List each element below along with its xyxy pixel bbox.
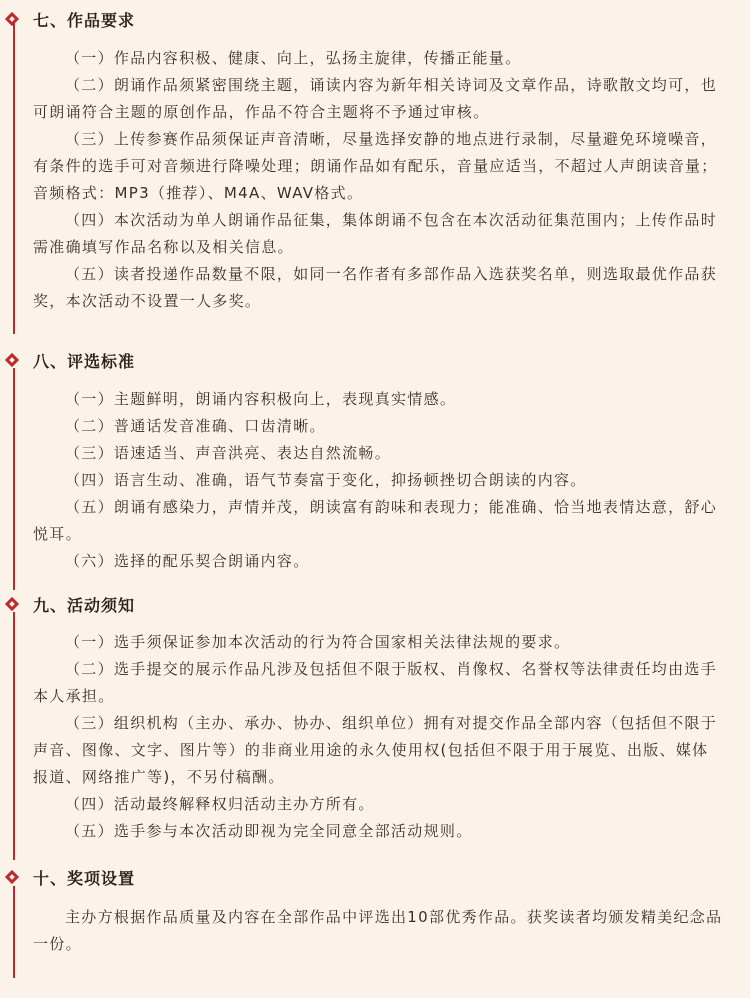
paragraph: （一）作品内容积极、健康、向上，弘扬主旋律，传播正能量。 xyxy=(65,49,522,67)
paragraph: （四）语言生动、准确，语气节奏富于变化，抑扬顿挫切合朗读的内容。 xyxy=(65,471,587,489)
paragraph: （四）活动最终解释权归活动主办方所有。 xyxy=(65,795,375,813)
paragraph: （五）读者投递作品数量不限，如同一名作者有多部作品入选获奖名单，则选取最优作品获奖，本次活动不设置一人多奖。 xyxy=(33,265,718,310)
section-rail xyxy=(13,368,15,590)
paragraph: （二）朗诵作品须紧密围绕主题，诵读内容为新年相关诗词及文章作品，诗歌散文均可，也可朗诵符合主题的原创作品，作品不符合主题将不予通过审核。 xyxy=(33,76,718,121)
paragraph: （二）选手提交的展示作品凡涉及包括但不限于版权、肖像权、名誉权等法律责任均由选手本人承担。 xyxy=(33,660,718,705)
section-heading: 八、评选标准 xyxy=(33,352,136,371)
paragraph: （六）选择的配乐契合朗诵内容。 xyxy=(65,552,310,570)
paragraph: 主办方根据作品质量及内容在全部作品中评选出10部优秀作品。获奖读者均颁发精美纪念品一份。 xyxy=(33,908,723,953)
paragraph: （三）组织机构（主办、承办、协办、组织单位）拥有对提交作品全部内容（包括但不限于声音、图像、文字、图片等）的非商业用途的永久使用权(包括但不限于用于展览、出版、媒体报道、网络推广等)，不另付稿酬。 xyxy=(33,714,718,786)
paragraph: （五）朗诵有感染力，声情并茂，朗读富有韵味和表现力；能准确、恰当地表情达意，舒心悦耳。 xyxy=(33,498,718,543)
paragraph: （二）普通话发音准确、口齿清晰。 xyxy=(65,417,326,435)
section-heading: 七、作品要求 xyxy=(33,11,136,30)
paragraph: （三）语速适当、声音洪亮、表达自然流畅。 xyxy=(65,444,392,462)
diamond-bullet-icon xyxy=(5,870,19,884)
paragraph: （四）本次活动为单人朗诵作品征集，集体朗诵不包含在本次活动征集范围内；上传作品时需准确填写作品名称以及相关信息。 xyxy=(33,211,718,256)
diamond-bullet-icon xyxy=(5,353,19,367)
section-heading: 九、活动须知 xyxy=(33,596,136,615)
diamond-bullet-icon xyxy=(5,597,19,611)
paragraph: （一）主题鲜明，朗诵内容积极向上，表现真实情感。 xyxy=(65,390,457,408)
paragraph: （五）选手参与本次活动即视为完全同意全部活动规则。 xyxy=(65,822,473,840)
paragraph: （一）选手须保证参加本次活动的行为符合国家相关法律法规的要求。 xyxy=(65,633,571,651)
section-rail xyxy=(13,22,15,334)
paragraph: （三）上传参赛作品须保证声音清晰，尽量选择安静的地点进行录制，尽量避免环境噪音，有条件的选手可对音频进行降噪处理；朗诵作品如有配乐，音量应适当，不超过人声朗读音量；音频格式：MP3（推荐）、M4A、WAV格式。 xyxy=(33,130,718,202)
section-rail xyxy=(13,886,15,978)
section-rail xyxy=(13,612,15,860)
section-heading: 十、奖项设置 xyxy=(33,869,136,888)
diamond-bullet-icon xyxy=(5,12,19,26)
